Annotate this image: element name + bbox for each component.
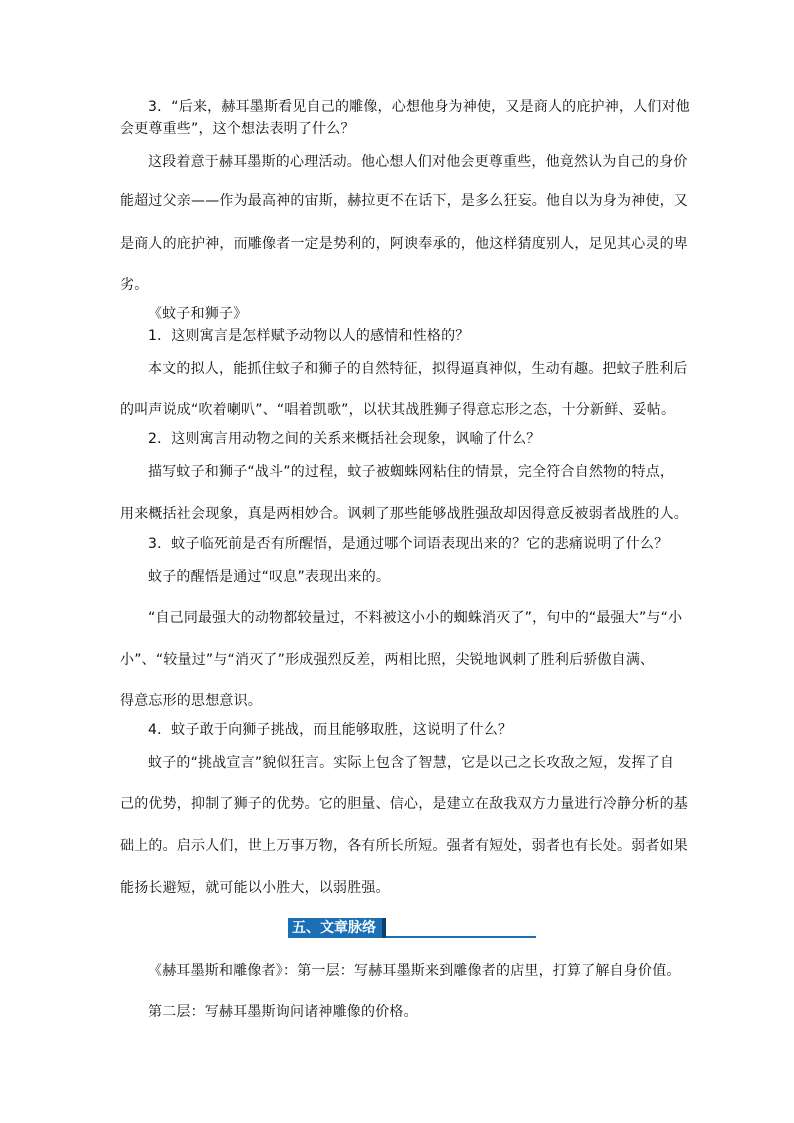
section-title: 五、文章脉络 [288,918,386,938]
fable-question-2: 2．这则寓言用动物之间的关系来概括社会现象，讽喻了什么？ [148,431,541,447]
fable-answer-2-line-2: 用来概括社会现象，真是两相妙合。讽刺了那些能够战胜强敌却因得意反被弱者战胜的人。 [120,506,688,522]
answer-3-line-4: 劣。 [120,277,149,293]
fable-title: 《蚊子和狮子》 [148,306,248,322]
fable-question-4: 4．蚊子敢于向狮子挑战，而且能够取胜，这说明了什么？ [148,722,513,738]
fable-answer-1-line-2: 的叫声说成“吹着喇叭”、“唱着凯歌”，以状其战胜狮子得意忘形之态，十分新鲜、妥帖。 [120,402,676,418]
outline-line-2: 第二层：写赫耳墨斯询问诸神雕像的价格。 [148,1004,418,1020]
fable-answer-2-line-1: 描写蚊子和狮子“战斗”的过程，蚊子被蜘蛛网粘住的情景，完全符合自然物的特点， [148,464,675,480]
fable-answer-3-line-1: 蚊子的醒悟是通过“叹息”表现出来的。 [148,569,391,585]
fable-answer-3-line-4: 得意忘形的思想意识。 [120,693,262,709]
answer-3-line-1: 这段着意于赫耳墨斯的心理活动。他心想人们对他会更尊重些，他竟然认为自己的身价 [148,154,688,170]
outline-line-1: 《赫耳墨斯和雕像者》：第一层：写赫耳墨斯来到雕像者的店里，打算了解自身价值。 [148,963,681,979]
fable-answer-4-line-2: 己的优势，抑制了狮子的优势。它的胆量、信心，是建立在敌我双方力量进行冷静分析的基 [120,796,688,812]
fable-answer-3-line-2: “自己同最强大的动物都较量过，不料被这小小的蜘蛛消灭了”，句中的“最强大”与“小 [148,610,683,626]
fable-question-1: 1．这则寓言是怎样赋予动物以人的感情和性格的？ [148,328,470,344]
fable-answer-3-line-3: 小”、“较量过”与“消灭了”形成强烈反差，两相比照，尖锐地讽刺了胜利后骄傲自满、 [120,652,655,668]
fable-answer-4-line-4: 能扬长避短，就可能以小胜大，以弱胜强。 [120,880,390,896]
fable-question-3: 3．蚊子临死前是否有所醒悟，是通过哪个词语表现出来的？它的悲痛说明了什么？ [148,536,669,552]
fable-answer-4-line-3: 础上的。启示人们，世上万事万物，各有所长所短。强者有短处，弱者也有长处。弱者如果 [120,838,688,854]
question-3-line-1: 3．“后来，赫耳墨斯看见自己的雕像，心想他身为神使，又是商人的庇护神，人们对他 [148,99,690,115]
question-3-line-2: 会更尊重些”，这个想法表明了什么？ [120,121,355,137]
fable-answer-1-line-1: 本文的拟人，能抓住蚊子和狮子的自然特征，拟得逼真神似，生动有趣。把蚊子胜利后 [148,361,688,377]
answer-3-line-2: 能超过父亲——作为最高神的宙斯，赫拉更不在话下，是多么狂妄。他自以为身为神使，又 [120,193,688,209]
section-header [288,918,536,938]
answer-3-line-3: 是商人的庇护神，而雕像者一定是势利的，阿谀奉承的，他这样猜度别人，足见其心灵的卑 [120,236,688,252]
fable-answer-4-line-1: 蚊子的“挑战宣言”貌似狂言。实际上包含了智慧，它是以己之长攻敌之短，发挥了自 [148,755,675,771]
